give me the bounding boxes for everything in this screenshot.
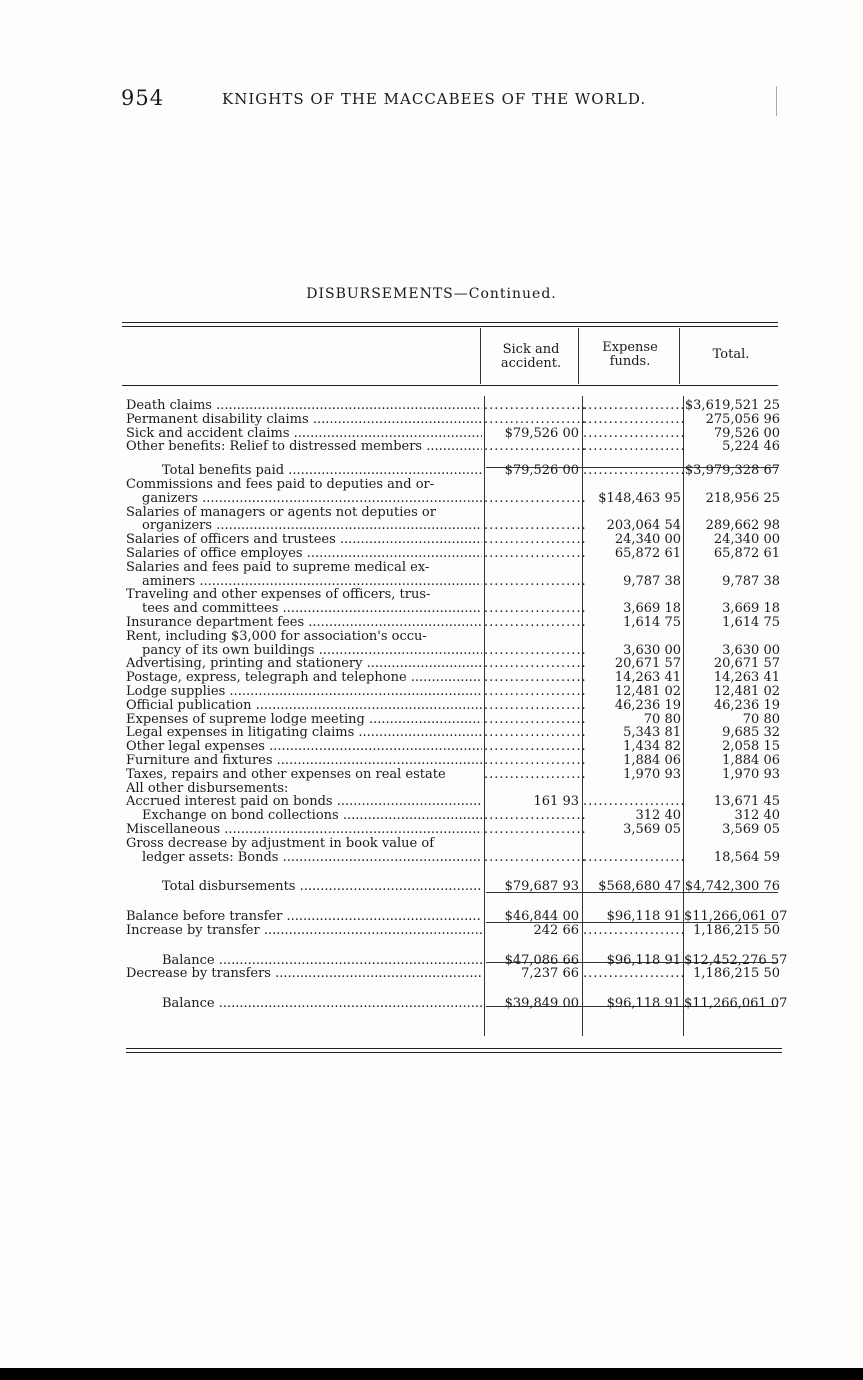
row-label: ledger assets: Bonds ..... xyxy=(142,851,482,865)
cell xyxy=(484,740,579,754)
cell: 1,970 93 xyxy=(722,766,780,782)
row-label: Commissions and fees paid to deputies and or- xyxy=(126,477,435,492)
cell xyxy=(583,399,681,413)
cell xyxy=(583,851,681,865)
cell: 46,236 19 xyxy=(614,697,681,713)
cell xyxy=(484,519,579,533)
col-divider-1 xyxy=(480,328,481,384)
row-label: Total benefits paid ..... xyxy=(162,464,482,478)
top-rule-1 xyxy=(122,322,778,323)
cell: 5,224 46 xyxy=(722,439,780,455)
row-label: Balance ..... xyxy=(162,997,482,1011)
cell: $96,118 91 xyxy=(606,952,681,968)
cell: 1,614 75 xyxy=(722,614,780,630)
cell: 20,671 57 xyxy=(713,656,780,672)
cell xyxy=(583,464,681,478)
row-label: Sick and accident claims ..... xyxy=(126,427,482,441)
row-label: Salaries of managers or agents not deputies or xyxy=(126,505,436,520)
cell xyxy=(484,399,579,413)
row-label: Official publication ..... xyxy=(126,699,482,713)
cell: 9,685 32 xyxy=(722,725,780,741)
cell: 65,872 61 xyxy=(614,545,681,561)
row-label: tees and committees ..... xyxy=(142,602,482,616)
row-label: Balance ..... xyxy=(162,954,482,968)
bottom-rule-2 xyxy=(126,1052,782,1053)
cell xyxy=(484,440,579,454)
cell: $148,463 95 xyxy=(598,490,681,506)
cell: $96,118 91 xyxy=(606,909,681,925)
row-label: Total disbursements ..... xyxy=(162,880,482,894)
row-label: All other disbursements: xyxy=(126,781,289,796)
cell: $3,619,521 25 xyxy=(684,398,780,413)
cell xyxy=(484,851,579,865)
column-header-sick: Sick and accident. xyxy=(500,342,562,371)
row-label: pancy of its own buildings ..... xyxy=(142,644,482,658)
row-label: Furniture and fixtures ..... xyxy=(126,754,482,768)
cell: 242 66 xyxy=(533,922,579,938)
row-label: Decrease by transfers ..... xyxy=(126,967,482,981)
cell: 3,569 05 xyxy=(722,821,780,837)
header-bottom-rule xyxy=(122,385,778,386)
cell: 20,671 57 xyxy=(614,656,681,672)
col-divider-2 xyxy=(578,328,579,384)
row-label: Lodge supplies ..... xyxy=(126,685,482,699)
cell: 12,481 02 xyxy=(713,683,780,699)
row-label: Traveling and other expenses of officers, trus- xyxy=(126,588,431,603)
cell xyxy=(484,671,579,685)
cell xyxy=(583,427,681,441)
cell xyxy=(484,726,579,740)
cell xyxy=(583,967,681,981)
cell xyxy=(484,413,579,427)
cell xyxy=(583,795,681,809)
row-label: Postage, express, telegraph and telephone ..... xyxy=(126,671,482,685)
cell xyxy=(484,699,579,713)
cell xyxy=(484,768,579,782)
cell: 3,569 05 xyxy=(623,821,681,837)
cell: 3,630 00 xyxy=(722,642,780,658)
cell: 275,056 96 xyxy=(705,411,780,427)
row-label: Other legal expenses ..... xyxy=(126,740,482,754)
row-label: Increase by transfer ..... xyxy=(126,924,482,938)
cell: $11,266,061 07 xyxy=(684,996,788,1012)
cell: 12,481 02 xyxy=(614,683,681,699)
cell: 14,263 41 xyxy=(713,670,780,686)
row-label: Salaries of officers and trustees ..... xyxy=(126,533,482,547)
cell xyxy=(484,685,579,699)
bottom-rule-1 xyxy=(126,1048,782,1049)
cell xyxy=(583,924,681,938)
row-label: organizers ..... xyxy=(142,519,482,533)
cell xyxy=(484,575,579,589)
row-label: Taxes, repairs and other expenses on real estate xyxy=(126,767,446,782)
row-label: Insurance department fees ..... xyxy=(126,616,482,630)
cell: 2,058 15 xyxy=(722,739,780,755)
row-label: Gross decrease by adjustment in book value of xyxy=(126,836,435,851)
cell: 70 80 xyxy=(742,711,780,727)
cell xyxy=(484,602,579,616)
cell: 1,970 93 xyxy=(623,766,681,782)
top-rule-2 xyxy=(122,326,778,327)
cell: 5,343 81 xyxy=(623,725,681,741)
cell: 3,669 18 xyxy=(722,601,780,617)
cell: 218,956 25 xyxy=(705,490,780,506)
row-label: Exchange on bond collections ..... xyxy=(142,809,482,823)
cell: 7,237 66 xyxy=(521,966,579,982)
cell: 9,787 38 xyxy=(722,573,780,589)
cell xyxy=(484,657,579,671)
cell: 3,630 00 xyxy=(623,642,681,658)
column-header-expense: Expense funds. xyxy=(602,340,658,369)
cell: $12,452,276 57 xyxy=(684,952,788,968)
cell: 1,434 82 xyxy=(623,739,681,755)
row-label: Balance before transfer ..... xyxy=(126,910,482,924)
row-label: Death claims ..... xyxy=(126,399,482,413)
cell: $46,844 00 xyxy=(504,909,579,925)
cell: 1,884 06 xyxy=(623,752,681,768)
cell xyxy=(484,644,579,658)
cell: 9,787 38 xyxy=(623,573,681,589)
cell: 14,263 41 xyxy=(614,670,681,686)
cell: $96,118 91 xyxy=(606,996,681,1012)
cell xyxy=(583,413,681,427)
row-label: aminers ..... xyxy=(142,575,482,589)
cell: $79,687 93 xyxy=(504,879,579,895)
cell xyxy=(484,809,579,823)
cell: 24,340 00 xyxy=(713,532,780,548)
cell xyxy=(583,440,681,454)
cell xyxy=(484,616,579,630)
page-number: 954 xyxy=(121,86,165,110)
cell: 79,526 00 xyxy=(713,425,780,441)
row-label: Rent, including $3,000 for association's occu- xyxy=(126,629,427,644)
cell xyxy=(484,492,579,506)
row-label: Miscellaneous ..... xyxy=(126,823,482,837)
corner-mark xyxy=(768,86,777,116)
cell: 289,662 98 xyxy=(705,518,780,534)
cell xyxy=(484,713,579,727)
cell: 13,671 45 xyxy=(713,794,780,810)
row-label: Permanent disability claims ..... xyxy=(126,413,482,427)
cell: 3,669 18 xyxy=(623,601,681,617)
section-title: DISBURSEMENTS—Continued. xyxy=(306,286,557,302)
row-label: ganizers ..... xyxy=(142,492,482,506)
cell: 70 80 xyxy=(643,711,681,727)
cell: 65,872 61 xyxy=(713,545,780,561)
cell xyxy=(484,823,579,837)
row-label: Other benefits: Relief to distressed members ..... xyxy=(126,440,482,454)
cell: 18,564 59 xyxy=(713,849,780,865)
cell: 1,186,215 50 xyxy=(693,966,780,982)
cell: 161 93 xyxy=(533,794,579,810)
row-label: Expenses of supreme lodge meeting ..... xyxy=(126,713,482,727)
row-label: Salaries and fees paid to supreme medical ex- xyxy=(126,560,430,575)
cell: $79,526 00 xyxy=(504,463,579,479)
cell: 24,340 00 xyxy=(614,532,681,548)
cell xyxy=(484,533,579,547)
cell: 46,236 19 xyxy=(713,697,780,713)
col-divider-3 xyxy=(679,328,680,384)
cell: $39,849 00 xyxy=(504,996,579,1012)
row-label: Accrued interest paid on bonds ..... xyxy=(126,795,482,809)
cell: $4,742,300 76 xyxy=(684,879,780,895)
cell: $47,086 66 xyxy=(504,952,579,968)
cell: $11,266,061 07 xyxy=(684,909,788,925)
row-label: Advertising, printing and stationery ..... xyxy=(126,657,482,671)
cell: 1,884 06 xyxy=(722,752,780,768)
cell: $568,680 47 xyxy=(598,879,681,895)
cell: 312 40 xyxy=(734,808,780,824)
cell xyxy=(484,547,579,561)
cell: 1,186,215 50 xyxy=(693,922,780,938)
cell: $3,979,328 67 xyxy=(684,463,780,479)
row-label: Legal expenses in litigating claims ..... xyxy=(126,726,482,740)
row-label: Salaries of office employes ..... xyxy=(126,547,482,561)
scan-bottom-edge xyxy=(0,1368,863,1380)
cell: 1,614 75 xyxy=(623,614,681,630)
column-header-total: Total. xyxy=(712,347,750,362)
cell: $79,526 00 xyxy=(504,425,579,441)
cell: 203,064 54 xyxy=(606,518,681,534)
cell: 312 40 xyxy=(635,808,681,824)
running-head: KNIGHTS OF THE MACCABEES OF THE WORLD. xyxy=(222,90,647,108)
cell xyxy=(484,754,579,768)
